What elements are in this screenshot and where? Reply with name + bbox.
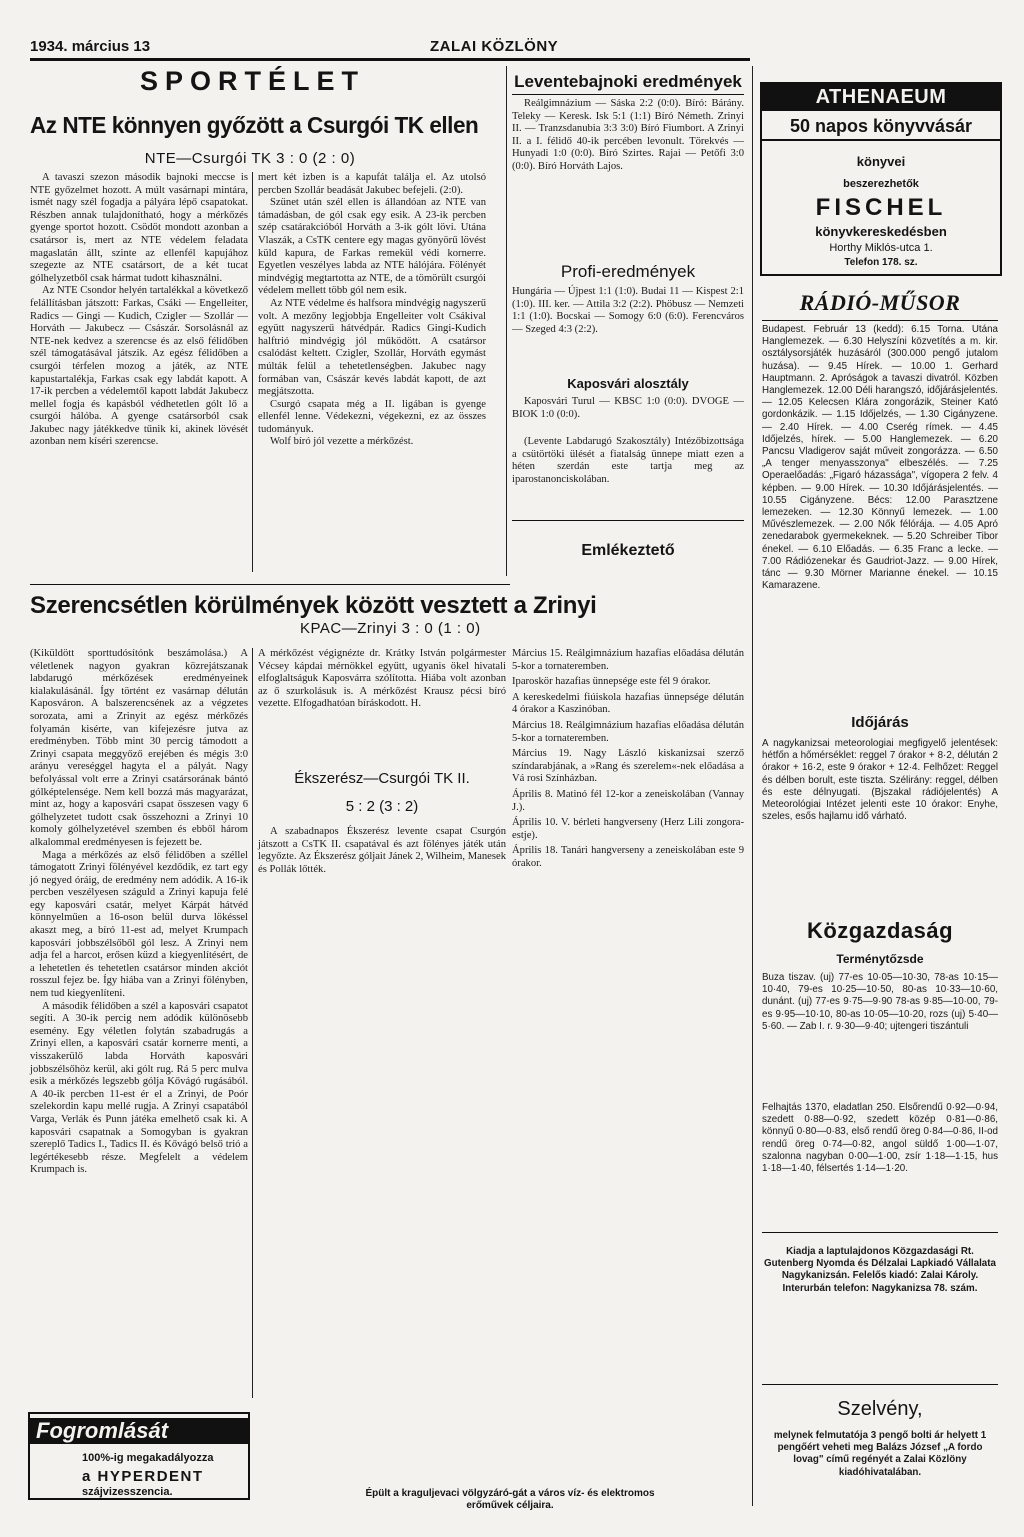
coupon-text	[762, 1430, 998, 1479]
section-kicker: SPORTÉLET	[140, 66, 366, 96]
headline-ekszeresz: Ékszerész—Csurgói TK II.	[294, 770, 470, 787]
kaposvar-title: Kaposvári alosztály	[567, 376, 689, 391]
article-paragraph: Kiadja a laptulajdonos Közgazdasági Rt. Gutenberg Nyomda és Délzalai Lapkiadó Vállalata Nagykanizsán. Felelős kiadó: Zalai Károly. Interurbán telefon: Nagykanizsa 78. szám.	[764, 1246, 996, 1294]
rule	[30, 584, 510, 585]
headline-zrinyi: Szerencsétlen körülmények között vesztett a Zrinyi	[30, 592, 597, 619]
coupon-title: Szelvény,	[837, 1398, 923, 1420]
ad-line: szájvizesszencia.	[82, 1486, 173, 1498]
article-paragraph: (Levente Labdarugó Szakosztály) Intézőbizottsága a csütörtöki ülését a fiatalság ünnepe miatt ezen a héten szerdán este tartja meg az iparostanonciskolában.	[512, 436, 744, 485]
rule	[762, 1384, 998, 1385]
kaposvar-results	[512, 396, 744, 421]
pig-market-prices	[762, 1102, 998, 1175]
grain-exchange-prices	[762, 972, 998, 1033]
article-paragraph: Buza tiszav. (uj) 77-es 10·05—10·30, 78-as 10·15—10·40, 79-es 10·25—10·50, 80-as 10·33—10·60, dunánt. (uj) 77-es 9·75—9·90 78-as 9·85—10·00, 79-es 9·95—10·10, 80-as 10·05—10·20, rozs (uj) 5·40—5·60. — Zab I. r. 9·30—9·40; ujtengeri tiszántuli	[762, 972, 998, 1032]
profi-results	[512, 286, 744, 336]
article-paragraph: A második félidőben a szél a kaposvári csapatot segíti. A 30-ik percig nem adódik különösebb esemény. Egy véletlen folytán szabadrugás a Zrinyi ellen, a kaposvári csatár kornerre menti, a visszakerülő labda Horváth kaposvári jobbszélsőhöz kerül, aki gólt rug. Rá 5 perc mulva esik a mérkőzés legszebb gólja Kővágó rugásából. A 40-ik percben 11-est ér el a Zrinyi, de Poór szelekordin kapu mellé rugja. A Zrinyi csapatából Varga, Verlák és Punn játéka emelhető csak ki. A kaposvári csapatnak a Somogyban is gyakran szereplő Tadics I., Tadics II. és Kővágó belső trió a legértékesebb része. Megfelelt a védelem Krumpach is.	[30, 1000, 248, 1176]
article-paragraph: (Kiküldött sporttudósítónk beszámolása.) A véletlenek nagyon gyakran közrejátszanak labdarugó mérkőzések eredményeinek kialakulásánál. Így történt ez vasárnap délután Kaposváron. A balszerencsének az a végzetes sorozata, ami a Zrinyit az egész mérkőzés folyamán kisérte, van kifejezésre jutva az eredményben. Több mint 30 percig támodott a Zrinyi csapata meggyőző erejében és mégis 3:0 arányu vereséggel hagyta el a pályát. Nagy befolyással volt erre a Zrinyi csatársorának bántó gólképtelensége. Nem kell bozzá más magyarázat, mint az, hogy a kaposvári csapat összesen vagy 6 gólhelyzetet tudott csak összehozni a Zrinyi 10 komoly gólhelyzetével szemben és ebből három alkalommal eredményesen is fejezett be.	[30, 648, 248, 848]
emlekezteto-list	[512, 648, 744, 871]
article-paragraph: Budapest. Február 13 (kedd): 6.15 Torna. Utána Hanglemezek. — 6.30 Helyszíni közvetítés a m. kir. osztálysorsjáték huzásáról (300.000 pengő jutalom huzása). — 9.45 Hírek. — 10.00 1. Gerhard Hauptmann. 2. Apróságok a tavaszi divatról. Közben Hanglemezek. 12.00 Déli harangszó, időjárásjelentés. — 12.05 Kelecsen Klára zongorázik, Steiner Kató gordonkázik. — 1.15 Időjelzés, — 1.30 Cigányzene. — 2.40 Hírek. — 4.00 Cserég rímek. — 4.45 Időjelzés, hírek. — 5.00 Hanglemezek. — 6.20 Pancsu Vladigerov saját műveit zongorázza. — 6.50 „A tenger menyasszonya" elbeszélés. — 7.25 Operaelőadás: „Figaró házassága", vígopera 2 felv. 4 képben. — 9.00 Hírek. — 10.30 Időjárásjelentés. — 10.55 Cigányzene. Bécs: 12.00 Parasztzene lemezeken. — 12.30 Könnyű lemezek. — 1.00 Művészlemezek. — 2.00 Nők félórája. — 4.05 Apró zenedarabok gyermekeknek. — 5.20 Schreiber Tibor énekel. — 6.10 Előadás. — 6.35 Franc a lecke. — 7.00 Rádiózenekar és Gaudriot-Jazz. — 9.00 Hírek, tánc — 9.30 Mörner Marianne énekel. — 10.15 Kamarazene.	[762, 324, 998, 592]
list-item: Április 18. Tanári hangverseny a zeneiskolában este 9 órakor.	[512, 845, 744, 869]
article-paragraph: Az NTE védelme és halfsora mindvégig nagyszerű volt. A mezőny legjobbja Engelleiter volt Csákival együtt nagyszerű hátvédpár. Radics Gingi-Kudich halftrió mindvégig jól működött. A csatársor csalódást keltett. Czigler, Szollár, Horváth egymást múlták felül a tehetetlenségben. Jakubec nagy formában van, Császár kevés labdát kapott, de azt megjátszotta.	[258, 297, 486, 398]
radio-title: RÁDIÓ-MŰSOR	[799, 290, 961, 315]
rule	[762, 1232, 998, 1233]
ad-line: könyvkereskedésben	[815, 224, 947, 239]
ad-brand: FISCHEL	[815, 194, 947, 221]
article-ekszeresz	[258, 826, 506, 876]
article-paragraph: Hungária — Újpest 1:1 (1:0). Budai 11 — Kispest 2:1 (1:0). III. ker. — Attila 3:2 (2:2). Phöbusz — Nemzeti 1:1 (1:0). Bocskai — Somogy 6:0 (6:0). Ferencváros — Szeged 4:3 (2:2).	[512, 286, 744, 335]
ad-title: Fogromlását	[30, 1418, 248, 1444]
ad-brand: a HYPERDENT	[82, 1468, 204, 1485]
ad-title: ATHENAEUM	[762, 84, 1000, 111]
ad-hyperdent	[28, 1412, 250, 1500]
ad-line: 100%-ig megakadályozza	[82, 1452, 214, 1464]
photo-caption: Épült a kraguljevaci völgyzáró-gát a város víz- és elektromos erőművek céljaira.	[365, 1488, 655, 1511]
weather-title: Időjárás	[851, 714, 909, 731]
emlekezteto-title: Emlékeztető	[581, 542, 675, 559]
issue-date: 1934. március 13	[30, 38, 151, 55]
grain-exchange-title: Terménytőzsde	[836, 952, 924, 966]
publisher-info	[762, 1246, 998, 1295]
column-divider	[506, 66, 507, 576]
column-divider	[252, 172, 253, 572]
column-divider	[752, 66, 753, 1506]
ad-athenaeum	[760, 82, 1002, 276]
profi-title: Profi-eredmények	[560, 262, 696, 281]
list-item: Április 10. V. bérleti hangverseny (Herz Lili zongora-estje).	[512, 817, 744, 841]
article-paragraph: Felhajtás 1370, eladatlan 250. Elsőrendű 0·92—0·94, szedett 0·88—0·92, szedett közép 0·81—0·86, könnyű 0·80—0·83, első rendű öreg 0·84—0·86, II-od rendű öreg 0·74—0·82, angol süldő 1·00—1·07, szalonna nagyban 0·00—1·00, zsír 1·18—1·15, hus 1·18—1·40, félsertés 1·14—1·20.	[762, 1102, 998, 1175]
article-nte-col2	[258, 172, 486, 449]
article-paragraph: A nagykanizsai meteorologiai megfigyelő jelentések: hétfőn a hőmérséklet: reggel 7 órakor + 8·2, délután 2 órakor + 16·2, este 9 órakor + 12·4. Felhőzet: Reggel és délben borult, este tiszta. Szélirány: reggel, délben és este délnyugati. (Bjszakal rádiójelentés) A Meteorológiai Intézet jelenti este 10 órakor: Enyhe, szeles, esős hajlamu idő várható.	[762, 738, 998, 823]
score-zrinyi: KPAC—Zrinyi 3 : 0 (1 : 0)	[300, 620, 481, 637]
column-divider	[252, 648, 253, 1398]
article-paragraph: A szabadnapos Ékszerész levente csapat Csurgón játszott a CsTK II. csapatával és azt fölényes játék után legyőzte. Az Ékszerész góljait Jánek 2, Wilheim, Manesek és Pollák lőtték.	[258, 826, 506, 875]
weather-report	[762, 738, 998, 823]
rule	[512, 94, 744, 95]
list-item: Március 19. Nagy László kiskanizsai szerző színdarabjának, a »Rang és szerelem«-nek előadása a Vá rosi Színházban.	[512, 748, 744, 785]
page-header	[30, 38, 750, 61]
levente-results	[512, 98, 744, 174]
article-paragraph: Szünet után szél ellen is állandóan az NTE van támadásban, de gól csak egy esik. A 23-ik percben szép csatárakcióból Horváth a 3-ik gólt lövi. Utána Vlaszák, a CsTK centere egy magas gyönyörű lövést küld kapura, de Farkas remekül védi kornerre. Egyetlen veszélyes labda az NTE hálójára. Fölényét mindvégig megtartotta az NTE, de a tömörült csurgói védelem mellett több gól nem esik.	[258, 197, 486, 297]
article-paragraph: A mérkőzést végignézte dr. Krátky István polgármester Vécsey kápdai mérnökkel együtt, ugyanis ökel hivatali elfoglaltságuk Kaposvárra szólította. Hiába volt azonban az ő szurkolásuk is. A mérkőzést Krausz pécsi bíró vezette. Elfogadhatóan bíráskodott. H.	[258, 648, 506, 710]
score-nte: NTE—Csurgói TK 3 : 0 (2 : 0)	[144, 150, 356, 167]
headline-nte: Az NTE könnyen győzött a Csurgói TK ellen	[30, 112, 479, 138]
article-paragraph: A tavaszi szezon második bajnoki meccse is NTE győzelmet hozott. A múlt vasárnapi mintára, ismét nagy szél fogadja a pályára lépő csapatokat. Részben annak tulajdonítható, hogy a mérkőzés gyenge sportot hozott. Csödöt mondott azonban a csatársor is, mert az NTE védelem feladata magaslatán állt, szinte az ellenfél kapujához szegezte az NTE csatársort, de a két tucat gólhelyzetből csak hármat tudott kihasználni.	[30, 172, 248, 284]
list-item: Iparoskör hazafias ünnepsége este fél 9 órakor.	[512, 676, 711, 688]
paper-title: ZALAI KÖZLÖNY	[430, 38, 559, 55]
ad-line: könyvei	[856, 154, 906, 169]
rule	[762, 320, 998, 321]
ad-line: Horthy Miklós-utca 1.	[829, 242, 933, 254]
score-ekszeresz: 5 : 2 (3 : 2)	[345, 798, 419, 815]
ad-line: beszerezhetők	[843, 178, 919, 190]
levente-title: Leventebajnoki eredmények	[514, 72, 742, 91]
article-paragraph: Csurgó csapata még a II. ligában is gyenge ellenfél lenne. Védekezni, végekezni, ez az összes tudományuk.	[258, 398, 486, 435]
article-zrinyi-col2	[258, 648, 506, 711]
article-paragraph: Maga a mérkőzés az első félidőben a széllel támogatott Zrinyi fölényével kezdődik, ez tart egy jó negyed óráig, de eredmény nem adódik. A 16-ik percben veszélyesen száguld a Zrinyi kapuja felé egy kaposvári csatár, melyet Kárpát hátvéd könnyelműen a 16-oson belül durva lökéssel akaszt meg, a bíró 11-est ad, melyet Krumpach kaposvári jobbszélsőből gól lesz. A Zrinyi nem adja fel a harcot, erősen küzd a kiegyenlítésért, de a lehetetlen és tehetetlen csatársor minden akciót rosszul fejez be. Így hiába van a Zrinyi fölényben, nem tud kiegyenlíteni.	[30, 849, 248, 1000]
article-zrinyi-col1	[30, 648, 248, 1177]
radio-program	[762, 324, 998, 592]
ad-line: Telefon 178. sz.	[844, 257, 918, 268]
ad-subtitle: 50 napos könyvvásár	[762, 114, 1000, 141]
article-paragraph: mert két izben is a kapufát találja el. Az utolsó percben Szollár beadását Jakubec befejeli. (2:0).	[258, 172, 486, 196]
article-paragraph: Az NTE Csondor helyén tartalékkal a következő felállításban játszott: Farkas, Csáki — Engelleiter, Radics — Gingi — Kudich, Czigler — Szollár — Horváth — Jakubecz — Császár. Sorsolásnál az NTE-nek kedvez a szerencse és az első félidőben szél támogatásával játszik. Az egész félidőben a csurgói térfelen mozog a játék, az NTE kapustartalékja, Farkas csak egy labdát kapott. A 17-ik percben a védelemtől kapott labdát Jakubecz mellel fogja és kapásból védhetetlen gólt lő a csurgói hálóba. A gyenge csatársorból csak Jakubec nagy játékkedve tűnik ki, akinek lövését azonban nem kíséri szerencse.	[30, 285, 248, 448]
article-paragraph: melynek felmutatója 3 pengő bolti ár helyett 1 pengőért veheti meg Balázs József „A fordo lovag" című regényét a Zalai Közlöny kiadóhivatalában.	[773, 1430, 987, 1478]
list-item: Április 8. Matinó fél 12-kor a zeneiskolában (Vannay J.).	[512, 788, 744, 813]
list-item: A kereskedelmi fiúiskola hazafias ünnepsége délután 4 órakor a Kaszinóban.	[512, 691, 744, 716]
list-item: Március 15. Reálgimnázium hazafias előadása délután 5-kor a tornateremben.	[512, 648, 744, 672]
economy-title: Közgazdaság	[806, 918, 954, 943]
article-nte-col1	[30, 172, 248, 449]
rule	[512, 520, 744, 521]
levente-notice	[512, 436, 744, 486]
article-paragraph: Wolf bíró jól vezette a mérkőzést.	[270, 436, 414, 448]
article-paragraph: Kaposvári Turul — KBSC 1:0 (0:0). DVOGE — BIOK 1:0 (0:0).	[512, 396, 744, 420]
article-paragraph: Reálgimnázium — Sáska 2:2 (0:0). Bíró: Bárány. Teleky — Keresk. Isk 5:1 (1:1) Bíró Németh. Zrinyi II. — Tranzsdanubia 3:3 3:0) Bíró Fiumbort. A Zrinyi II. a I. félidő 40-ik percében levonult. Törekvés — Hunyadi 1:0 (0:0). Bíró Szirtes. Rajai — Petőfi 3:0 (0:0). Bíró Horváth Lajos.	[512, 98, 744, 172]
list-item: Március 18. Reálgimnázium hazafias előadása délután 5-kor a tornateremben.	[512, 719, 744, 744]
